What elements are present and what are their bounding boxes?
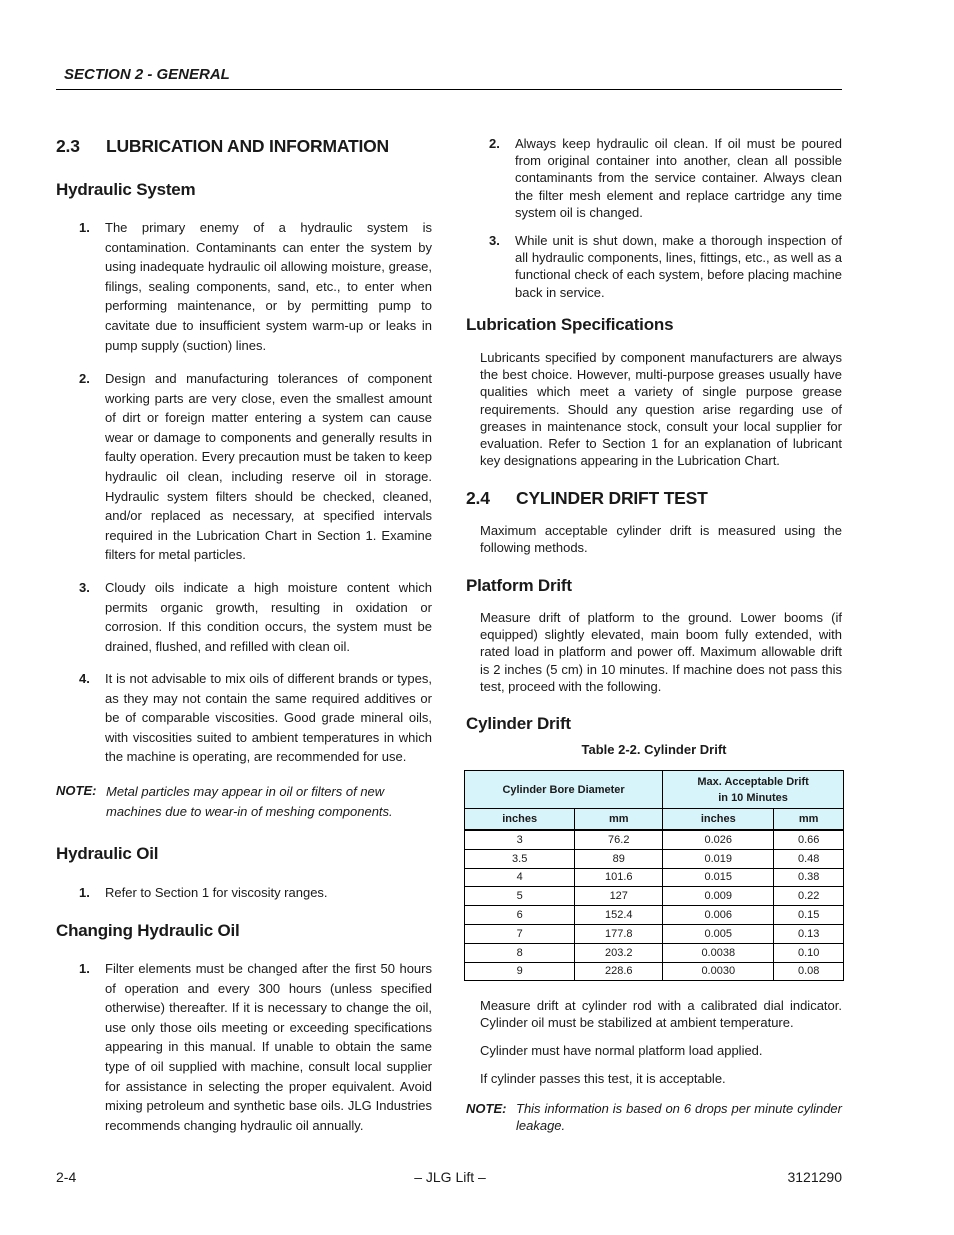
column-header: mm (575, 809, 663, 831)
table-cell: 0.15 (774, 906, 844, 925)
table-row (465, 924, 844, 943)
table-row (465, 906, 844, 925)
list-item (489, 135, 842, 221)
list-item (79, 218, 432, 355)
table-cell: 76.2 (575, 830, 663, 849)
note-label: NOTE: (466, 1101, 507, 1116)
cylinder-drift-table (464, 770, 844, 981)
column-group-header-line: in 10 Minutes (718, 791, 788, 804)
drift-intro: Maximum acceptable cylinder drift is measured using the following methods. (480, 523, 842, 556)
table-cell: 5 (465, 887, 575, 906)
section-number: 2.3 (56, 136, 80, 156)
hydraulic-oil-heading: Hydraulic Oil (56, 844, 159, 863)
platform-drift-heading: Platform Drift (466, 576, 572, 595)
note-label: NOTE: (56, 783, 97, 798)
table-row (465, 830, 844, 849)
list-item (79, 369, 432, 565)
table-cell: 4 (465, 868, 575, 887)
lubrication-specifications-heading: Lubrication Specifications (466, 315, 674, 334)
table-cell: 177.8 (575, 924, 663, 943)
section-2-3-heading (56, 136, 389, 157)
item-number: 2. (489, 136, 500, 151)
section-title: LUBRICATION AND INFORMATION (106, 136, 389, 156)
table-cell: 7 (465, 924, 575, 943)
table-cell: 127 (575, 887, 663, 906)
table-cell: 0.08 (774, 962, 844, 981)
note-text: Metal particles may appear in oil or filters of new machines due to wear-in of meshing components. (106, 784, 393, 819)
column-group-header-line: Max. Acceptable Drift (697, 775, 809, 788)
table-cell: 0.13 (774, 924, 844, 943)
section-title: CYLINDER DRIFT TEST (516, 488, 708, 508)
table-cell: 0.026 (663, 830, 774, 849)
item-number: 4. (79, 671, 90, 686)
document-number: 3121290 (787, 1169, 842, 1185)
table-cell: 0.009 (663, 887, 774, 906)
table-row (465, 962, 844, 981)
table-cell: 0.019 (663, 849, 774, 868)
platform-drift-text: Measure drift of platform to the ground. Lower booms (if equipped) slightly elevated, main boom fully extended, with rated load in platform and power off. Maximum allowable drift is 2 inches (5 cm) in 10 minutes. If machine does not pass this test, proceed with the following. (480, 610, 842, 694)
table-cell: 6 (465, 906, 575, 925)
item-text: It is not advisable to mix oils of different brands or types, as they may not contain the same required additives or be of comparable viscosities. Good grade mineral oils, with viscosities suited to ambient temperatures in which the machine is operating, are recommended for use. (105, 671, 432, 765)
column-group-header (663, 771, 844, 809)
changing-hydraulic-oil-heading: Changing Hydraulic Oil (56, 921, 240, 940)
page-number: 2-4 (56, 1169, 77, 1185)
item-text: Design and manufacturing tolerances of component working parts are very close, even the smallest amount of dirt or foreign matter entering a system can cause wear or damage to components and generally results in faulty operation. Every precaution must be taken to keep hydraulic oil clean, including reserve oil in storage. Hydraulic system filters should be checked, cleaned, and/or replaced as necessary, at specified intervals required in the Lubrication Chart in Section 1. Examine filters for metal particles. (105, 371, 432, 563)
table-row (465, 943, 844, 962)
table-cell: 0.66 (774, 830, 844, 849)
hydraulic-system-heading: Hydraulic System (56, 180, 196, 199)
table-cell: 0.0030 (663, 962, 774, 981)
table-cell: 101.6 (575, 868, 663, 887)
list-item (79, 669, 432, 767)
table-row (465, 849, 844, 868)
table-cell: 89 (575, 849, 663, 868)
table-row (465, 887, 844, 906)
table-cell: 0.005 (663, 924, 774, 943)
column-header: mm (774, 809, 844, 831)
lubrication-specifications-text: Lubricants specified by component manufacturers are always the best choice. However, multi-purpose greases usually have qualities which meet a variety of single purpose grease requirements. Should any question arise regarding use of greases in maintenance stock, consult your local supplier for evaluation. Refer to Section 1 for an explanation of lubricant key designations appearing in the Lubrication Chart. (480, 350, 842, 469)
item-number: 2. (79, 371, 90, 386)
column-group-header: Cylinder Bore Diameter (465, 771, 663, 809)
item-text: The primary enemy of a hydraulic system is contamination. Contaminants can enter the system by using inadequate hydraulic oil allowing moisture, grease, filings, sealing components, sand, etc., to enter when performing maintenance, or by permitting pump to cavitate due to insufficient system warm-up or leaks in pump supply (suction) lines. (105, 220, 432, 353)
item-text: While unit is shut down, make a thorough inspection of all hydraulic components, lines, fittings, etc., as well as a functional check of each system, before placing machine back in service. (515, 233, 842, 300)
column-header: inches (465, 809, 575, 831)
note-text: This information is based on 6 drops per minute cylinder leakage. (516, 1101, 842, 1133)
table-cell: 0.38 (774, 868, 844, 887)
table-cell: 0.22 (774, 887, 844, 906)
header-divider (56, 89, 842, 90)
section-2-4-heading (466, 488, 708, 509)
table-cell: 3.5 (465, 849, 575, 868)
table-cell: 152.4 (575, 906, 663, 925)
list-item (79, 578, 432, 656)
cylinder-drift-heading: Cylinder Drift (466, 714, 571, 733)
list-item (489, 232, 842, 301)
item-number: 1. (79, 885, 90, 900)
item-text: Refer to Section 1 for viscosity ranges. (105, 885, 328, 900)
list-item (79, 959, 432, 1135)
cylinder-drift-text-1: Measure drift at cylinder rod with a calibrated dial indicator. Cylinder oil must be stabilized at ambient temperature. (480, 998, 842, 1031)
column-header: inches (663, 809, 774, 831)
table-cell: 0.48 (774, 849, 844, 868)
table-cell: 8 (465, 943, 575, 962)
cylinder-drift-text-2: Cylinder must have normal platform load applied. (480, 1043, 763, 1058)
table-cell: 228.6 (575, 962, 663, 981)
item-number: 1. (79, 961, 90, 976)
table-cell: 0.015 (663, 868, 774, 887)
item-number: 1. (79, 220, 90, 235)
table-cell: 0.0038 (663, 943, 774, 962)
table-cell: 9 (465, 962, 575, 981)
table-cell: 0.10 (774, 943, 844, 962)
list-item (79, 883, 432, 903)
item-number: 3. (79, 580, 90, 595)
section-number: 2.4 (466, 488, 490, 508)
section-header: SECTION 2 - GENERAL (64, 66, 230, 83)
table-caption: Table 2-2. Cylinder Drift (581, 742, 727, 757)
item-number: 3. (489, 233, 500, 248)
item-text: Always keep hydraulic oil clean. If oil must be poured from original container into another, clean all possible contaminants from the service container. Always clean the filter mesh element and replace cartridge any time system oil is changed. (515, 136, 842, 220)
table-cell: 0.006 (663, 906, 774, 925)
item-text: Filter elements must be changed after the first 50 hours of operation and every 300 hours (unless specified otherwise) thereafter. If it is necessary to change the oil, use only those oils meeting or exceeding specifications appearing in this manual. If unable to obtain the same type of oil supplied with machine, consult local supplier for assistance in selecting the proper equivalent. Avoid mixing petroleum and synthetic base oils. JLG Industries recommends changing hydraulic oil annually. (105, 961, 432, 1133)
table-row (465, 868, 844, 887)
item-text: Cloudy oils indicate a high moisture content which permits organic growth, resulting in oxidation or corrosion. If this condition occurs, the system must be drained, flushed, and refilled with clean oil. (105, 580, 432, 654)
footer-center: – JLG Lift – (414, 1169, 486, 1185)
table-cell: 203.2 (575, 943, 663, 962)
cylinder-drift-text-3: If cylinder passes this test, it is acceptable. (480, 1071, 726, 1086)
table-cell: 3 (465, 830, 575, 849)
